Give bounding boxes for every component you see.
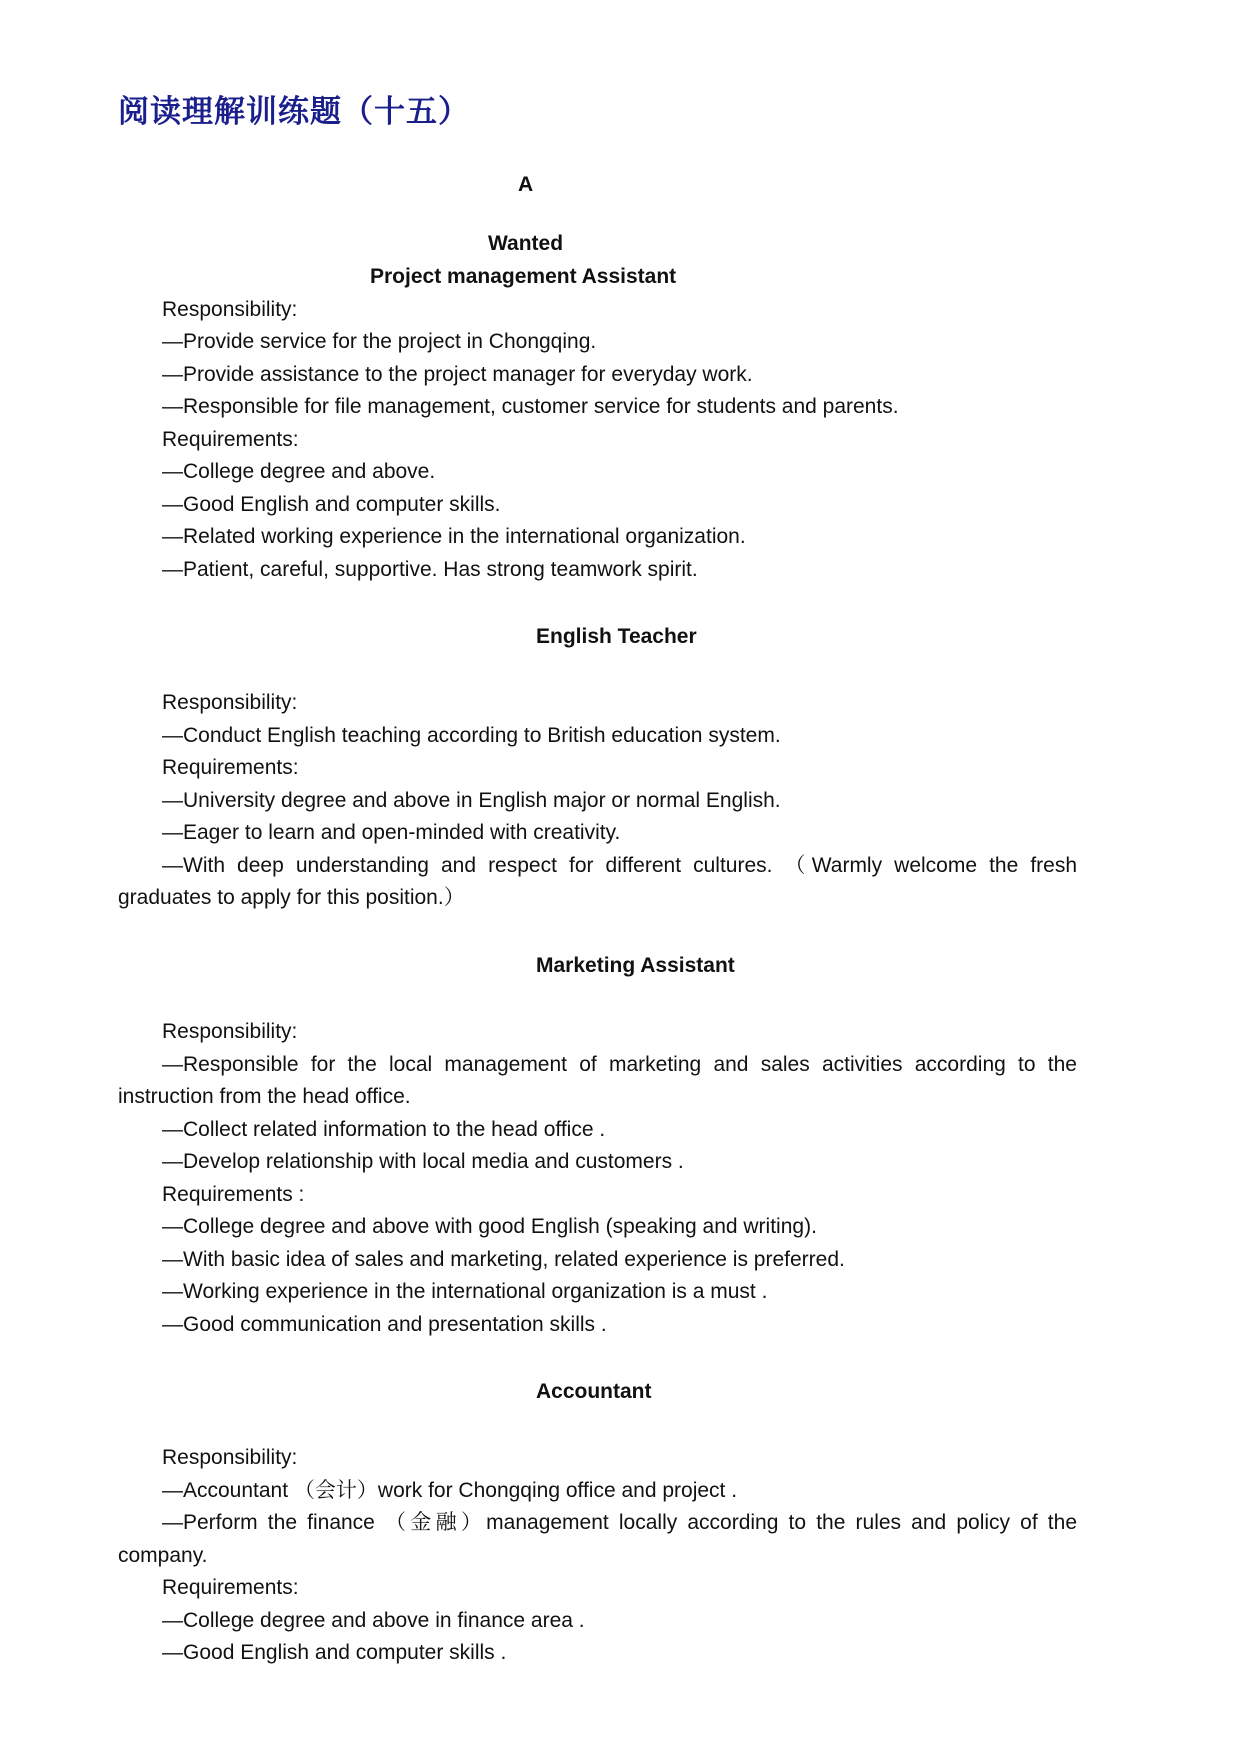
job-title: English Teacher — [536, 625, 697, 648]
list-item: —Responsible for the local management of marketing and sales activities according to the — [162, 1053, 1077, 1076]
list-item: —Related working experience in the international organization. — [162, 525, 746, 548]
list-item: —Provide assistance to the project manager for everyday work. — [162, 363, 753, 386]
responsibility-label: Responsibility: — [162, 298, 298, 321]
list-item: —College degree and above with good English (speaking and writing). — [162, 1215, 817, 1238]
list-item: —Perform the finance （金融）management locally according to the rules and policy of the — [162, 1511, 1077, 1534]
list-item: —Patient, careful, supportive. Has strong teamwork spirit. — [162, 558, 698, 581]
page-title: 阅读理解训练题（十五） — [118, 94, 470, 130]
requirements-label: Requirements: — [162, 428, 299, 451]
list-item: —Accountant （会计）work for Chongqing office and project . — [162, 1479, 738, 1502]
list-item: —Conduct English teaching according to British education system. — [162, 724, 781, 747]
requirements-label: Requirements : — [162, 1183, 305, 1206]
list-item: —Responsible for file management, customer service for students and parents. — [162, 395, 899, 418]
requirements-label: Requirements: — [162, 756, 299, 779]
list-item-continuation: graduates to apply for this position.） — [118, 886, 465, 909]
list-item: —Develop relationship with local media and customers . — [162, 1150, 684, 1173]
list-item: —Provide service for the project in Chongqing. — [162, 330, 597, 353]
responsibility-label: Responsibility: — [162, 691, 298, 714]
requirements-label: Requirements: — [162, 1576, 299, 1599]
section-letter: A — [518, 173, 534, 196]
list-item-continuation: instruction from the head office. — [118, 1085, 411, 1108]
job-title: Marketing Assistant — [536, 954, 735, 977]
job-title: Accountant — [536, 1380, 652, 1403]
list-item: —College degree and above. — [162, 460, 436, 483]
list-item: —University degree and above in English major or normal English. — [162, 789, 781, 812]
responsibility-label: Responsibility: — [162, 1446, 298, 1469]
list-item: —Good communication and presentation skills . — [162, 1313, 607, 1336]
job-title: Project management Assistant — [370, 265, 677, 288]
list-item: —With deep understanding and respect for different cultures. （Warmly welcome the fresh — [162, 854, 1077, 877]
list-item: —Good English and computer skills. — [162, 493, 501, 516]
list-item: —Eager to learn and open-minded with creativity. — [162, 821, 621, 844]
list-item: —College degree and above in finance area . — [162, 1609, 585, 1632]
responsibility-label: Responsibility: — [162, 1020, 298, 1043]
ad-heading: Wanted — [488, 232, 564, 255]
list-item-continuation: company. — [118, 1544, 208, 1567]
list-item: —Working experience in the international organization is a must . — [162, 1280, 768, 1303]
list-item: —Collect related information to the head office . — [162, 1118, 606, 1141]
list-item: —Good English and computer skills . — [162, 1641, 507, 1664]
list-item: —With basic idea of sales and marketing, related experience is preferred. — [162, 1248, 845, 1271]
